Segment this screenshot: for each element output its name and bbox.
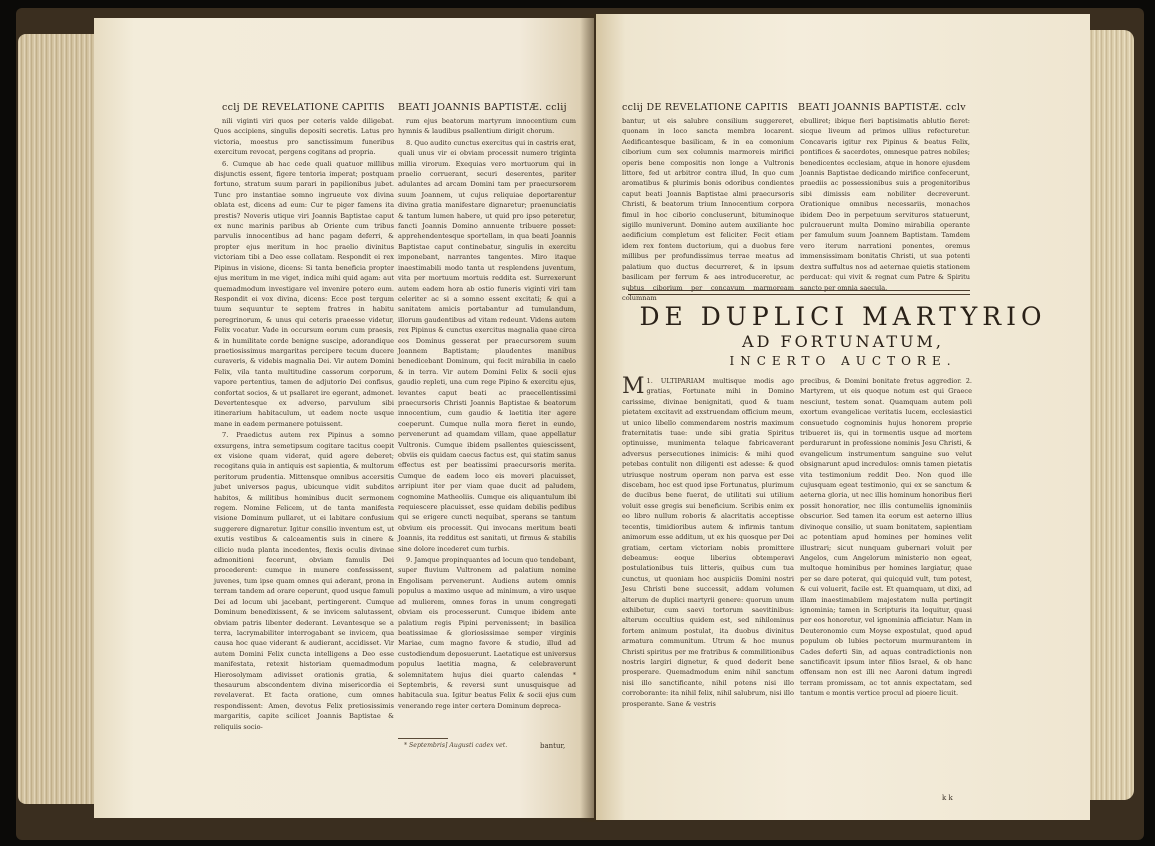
paragraph: 8. Quo audito cunctus exercitus qui in castris erat, quali unus vir ei obviam processit numero triginta millia virorum. Exequias vero mortuorum qui in praelio corruerant, securi deserentes, pariter adulantes ad arcam Domini tam per praecursorem suum Joannem, ut cujus reliquiae deportarentur divina gratia manifestare dignaretur; praenunciatis & tantum lumen habere, ut quid pro ipso peteretur, fancti Joannis Domino annuente tribuere posset: apprehendentesque sportellam, in qua beati Joannis Baptistae caput continebatur, singulis in exercitu imponebant, narrantes tangentes. Miro itaque inaestimabili modo tanta ut resplendens juventum, vita per mortuum mortuis reddita est. Surrexerunt autem eadem hora ab ostio funeris viginti viri tam celeriter ac si a somno essent excitati; & qui a sanitatem amicis portabantur ad tumulandum, illorum gaudentibus ad vitam redeunt. Videns autem rex Pipinus & cunctus exercitus magnalia quae circa eos Dominus gesserat per praecursorem suum Joannem Baptistam; plaudentes manibus benedicebant Dominum, qui fecit mirabilia in caelo & in terra. Vir autem Domini Felix & socii ejus gaudio repleti, una cum rege Pipino & exercitu ejus, levantes caput beati ac praecellentissimi praecursoris Christi Joannis Baptistae & beatorum innocentium, cum gaudio & laetitia iter agere coeperunt. Cumque nulla mora fieret in eundo, pervenerunt ad quamdam villam, quae appellatur Vultronis. Cumque ibidem psallentes quiescissent, obviis eis quidam caecus factus est, qui statim sanus effectus est per beatissimi praecursoris merita. Cumque de eadem loco eis moveri placuisset, arripiunt iter per viam quae ducit ad paludem, cognomine Matheoliis. Cumque eis aliquantulum ibi requiescere placuisset, esse quidam debilis pedibus qui se erigere cuncti nequibat, sperans se tantum obvium eis processit. Qui invocans meritum beati Joannis, ita redditus est sanitati, ut firmus & stabilis sine dolore incederet cum turbis. — [398, 138, 576, 553]
signature-mark: k k — [942, 794, 953, 802]
left-running-header-right: BEATI JOANNIS BAPTISTÆ. cclij — [398, 102, 567, 113]
right-page-bottom-column-2 — [800, 376, 972, 792]
left-running-header-left: cclj DE REVELATIONE CAPITIS — [222, 102, 385, 113]
paragraph: nili viginti viri quos per ceteris valde diligebat. Quos accipiens, singulis depositi secretis. Latus pro victoria, moestus pro sanctissimum funeribus exercitum revocat, pergens cogitans ad propria. — [214, 117, 394, 157]
paragraph: rum ejus beatorum martyrum innocentium cum hymnis & laudibus psallentium dirigit chorum. — [398, 117, 576, 136]
paragraph: bantur, ut eis salubre consilium suggereret, quonam in loco sancta membra locarent. Aedificantesque basilicam, & in ea comonium ciborium cum sex columnis marmoreis mirifici operis bene compositis non longe a Vultronis littore, fed ut arbitror contra illud, In quo cum aromatibus & plurimis bonis odoribus condientes caput beati Joannis Baptistae almi praecursoris Christi, & beatorum trium Innocentium corpora fimul in hoc ciborio concluserunt, bituminoque sigillo muniverunt. Domino autem auxiliante hoc aedificium completum est feliciter. Fecit etiam idem rex fontem ductorium, qui a duobus fere millibus per profundissimus terrae meatus ad palatium quo ductus decurreret, & in ipsum basilicam per ferrum & aes introduceretur, ac subtus ciborium per concavum marmoream columnam — [622, 117, 794, 302]
left-page-column-2 — [398, 116, 576, 734]
catchword: bantur, — [540, 742, 566, 750]
left-page-edges — [18, 34, 96, 804]
paragraph: 6. Cumque ab hac cede quali quatuor millibus disjunctis essent, figere tentoria imperat; postquam fortuno, stratum suum parari in papilionibus jubet. Tunc pro instantiae somno ingrueute vox divina oblata est, dicens ad eum: Cur te piger famens ita prestis? Noveris utique viri Joannis Baptistae caput ex nunc marinis paribus ab Oriente cum tribus parvulis innocentibus ad hanc pagam deferri, & propter ejus meritum in hoc praelio divinitus victoriam tibi a Deo esse collatam. Respondit ei rex Pipinus in visione, dicens: Si tanta beneficia propter ejus meritum in me viget, indica mihi quid agam: aut quemadmodum investigare vel invenire potero eum. Respondit ei vox divina, dicens: Ecce post tergum tuum sequuntur te septem fratres in habitu peregrinorum, & unus qui ceteris praeesse videtur, Felix vocatur. Vade in occursum eorum cum praesis, & in humilitate corde benigne suscipe, adorandique praetiosissimus margaritas percipere tecum ducere curaveris, & videbis magnalia Dei. Vir autem Domini Felix, vila tanta multitudine cassorum corporum, vapore pertentius, tamen de adjutorio Dei confisus, confortat socios, & ut psallaret ire egerant, admonet. Devertentesque ex adverso, parvulum sibi itinerarium habitaculum, ut eadem nocte usque mane in eadem permanere potuissent. — [214, 159, 394, 428]
drop-cap: M — [622, 374, 645, 399]
section-title: DE DUPLICI MARTYRIO — [639, 302, 1047, 331]
left-page-column-1 — [214, 116, 394, 762]
footnote: * Septembris] Augusti cadex vet. — [404, 742, 508, 749]
right-running-header-right: BEATI JOANNIS BAPTISTÆ. cclv — [798, 102, 966, 113]
section-author: INCERTO AUCTORE. — [729, 354, 957, 368]
paragraph: 7. Praedictus autem rex Pipinus a somno exsurgens, intra semetipsum cogitare tacitus coepit ex visione quam viderat, quid agere deberet; recogitans quia in antiquis est sapientia, & multorum peritorum prudentia. Mittensque omnibus accersitis jubet universos pagus, ubicunque vidit subditos habitos, & militibus hominibus ducit sermonem regem. Nomine Felicem, ut de tanta manifesta visione Dominum pullaret, ut ei labitare confusium suggerere dignaretur. Igitur consilio inventum est, ut exutis vestibus & calceamentis suis in cinere & cilicio nuda planta incedentes, flexis oculis divinae admonitioni fecerunt, obviam famulis Dei procederent: cumque in munere confessissent, juvenes, tum ipse quam omnes qui aderant, prona in terram tandem ad orare ceperunt, quod usque famuli Dei ad locum ubi jacebant, pertingerent. Cumque Dominum benedixissent, & se invicem salutassent, obviam patris libenter dederant. Levantesque se a terra, lacrymabiliter interrogabant se invicem, qua causa hoc quae viderant & audierant, accidisset. Vir autem Domini Felix cuncta intelligens a Deo esse manifestata, retexit historiam quemadmodum Hierosolymam adivisset orationis gratia, & thesaurum abscondentem divina misericordia ei revelaverat. Et facta oratione, cum omnes respondissent: Amen, devotus Felix pretiosissimis margaritis, capite scilicet Joannis Baptistae & reliquiis socio- — [214, 431, 394, 731]
paragraph: precibus, & Domini bonitate fretus aggredior. 2. Martyrem, ut eis quoque notum est qui Graece nesciunt, testem sonat. Quamquam autem poli exortum evangelicae veritatis lucem, ecclesiastici consuetudo cognominis hujus honorem proprie tribueret iis, qui in tormentis usque ad mortem perdurarunt in professione nominis Jesu Christi, & evangelicum instrumentum sanguine suo velut obsignarunt apud incredulos: omnis tamen pietatis vita testimonium reddit Deo. Non quod ille cujusquam egeat testimonio, qui ex se sanctum & aeterna gloria, ut nec illis hominum honoribus fieri possit honoratior, nec illis contumeliis ignominiis obscurior. Sed tamen ita eorum est aeterno illius divinoque consilio, ut suam bonitatem, sapientiam ac potentiam apud homines per homines velit illustrari; sicut nunquam gubernari voluit per Angelos, cum Angelorum ministerio non egeat, multoque hominibus per homines largiatur, quae per se dare poterat, qui quicquid vult, tum potest, & cui voluerit, facile est. Et quamquam, ut dixi, ad illam inaestimabilem majestatem nulla pertingit ignominia; tamen in Scripturis ita loquitur, quasi per eos honoretur, vel ignominia afficiatur. Nam in Deuteronomio cum Moyse expostulat, quod apud populum ob lubies pectorum murmurantem in Cades deferti Sin, ad aquas contradictionis non sanctificavit ipsum inter filios Israel, & ob hanc offensam non est illi nec Aaroni datum ingredi terram promissam, ac tot annis expectatam, sed tantum e montis vertice procul ad pioere licuit. — [800, 377, 972, 698]
right-page-bottom-column-1 — [622, 376, 794, 804]
right-page-top-column-2 — [800, 116, 970, 292]
section-subtitle: AD FORTUNATUM, — [742, 332, 944, 351]
right-page-top-column-1 — [622, 116, 794, 302]
footnote-rule — [398, 738, 448, 739]
paragraph: 1. ULTIPARIAM multisque modis ago gratias, Fortunate mihi in Domino carissime, divinae benignitati, quod & tuam pietatem excitavit ad exstruendam officium meum, ut unico libello commendarem nostris maximum fraternitatis tuae: unde sibi gratia Spiritus optinuisse, munimenta telaque fabricaverant adversus persecutiones inimicis: & mihi quod petebas contulit non diligenti est adesse: & quod utriusque nostrum operam non parva est esse discebam, hoc est quod ipse Fortunatus, plurimum de ducibus bene fuerat, de utilitati sui utilium voluit esse gregis sui beneficium. Scribis enim ex eo libro nullum roboris & alacritatis acceptisse tecentis, timidioribus autem & infirmis tantum animorum esse additum, ut ex his quosque per Dei gratiam, certam victoriam nobis promittere debeamus: eoque liberius obtemperavi postulationibus tuis litteris, quibus cum tua cunctus, ut quoniam hoc auspiciis Domini nostri Jesu Christi bene successit, addam volumen alterum de duplici martyrii genere: quorum unum exhibetur, cum saevi tortorum saevitinibus: alterum occultius quidem est, sed nihilominus fortem animum postulat, ita duobus divinitus armatura communitum. Utrum & hoc munus Christi spiritus per me fratribus & commilitionibus nostris largiri dignetur, & quod dederit bene prosperare. Quemadmodum enim nihil sanctum nisi illo sanctificante, nihil potens nisi illo corroborante: ita nihil felix, nihil salubrum, nisi illo prosperante. Sane & vestris — [622, 377, 794, 708]
right-page-edges — [1088, 30, 1134, 800]
section-divider — [628, 290, 970, 295]
right-running-header-left: cclij DE REVELATIONE CAPITIS — [622, 102, 789, 113]
paragraph: ebulliret; ibique fieri baptisimatis ablutio fieret: sicque liveum ad primos ullius refecturetur. Concavaris igitur rex Pipinus & beatus Felix, pontifices & sacerdotes, omnesque patres nobiles; benedicentes ecclesiam, atque in honore ejusdem Joannis Baptistae dedicando mirifice confecerunt, praediis ac possessionibus suis a progenitoribus sibi dimissis eam nobiliter decreverunt. Orationique omnibus necessariis, monachos ibidem Deo in perpetuum servituros statuerunt, pulcrauerunt multa Domino mirabilia operante per famulum suum Joannem Baptistam. Tamdem vero iterum narrationi ponentes, oremus immensissimam bonitatis Christi, ut sua potenti dextra suffultus nos ad aeternae quietis stationem perducat: qui vivit & regnat cum Patre & Spiritu sancto per omnia saecula. — [800, 117, 970, 292]
paragraph: 9. Jamque propinquantes ad locum quo tendebant, super fluvium Vultronem ad palatium nomine Engolisam pervenerunt. Audiens autem omnis populus a maximo usque ad minimum, a viro usque ad mulierem, omnes foras in unum congregati obviam eis processerunt. Cumque ibidem ante palatium regis Pipini pervenissent; in basilica beatissimae & gloriosissimae semper virginis Mariae, cum magno favore & studio, illud ad custodiendum deposuerunt. Laetatique est universus populus laetitia magna, & celebraverunt solemnitatem hujus diei quarto calendas * Septembris, & reversi sunt unusquisque ad habitacula sua. Igitur beatus Felix & socii ejus cum venerando rege inter certera Dominum depreca- — [398, 556, 577, 710]
